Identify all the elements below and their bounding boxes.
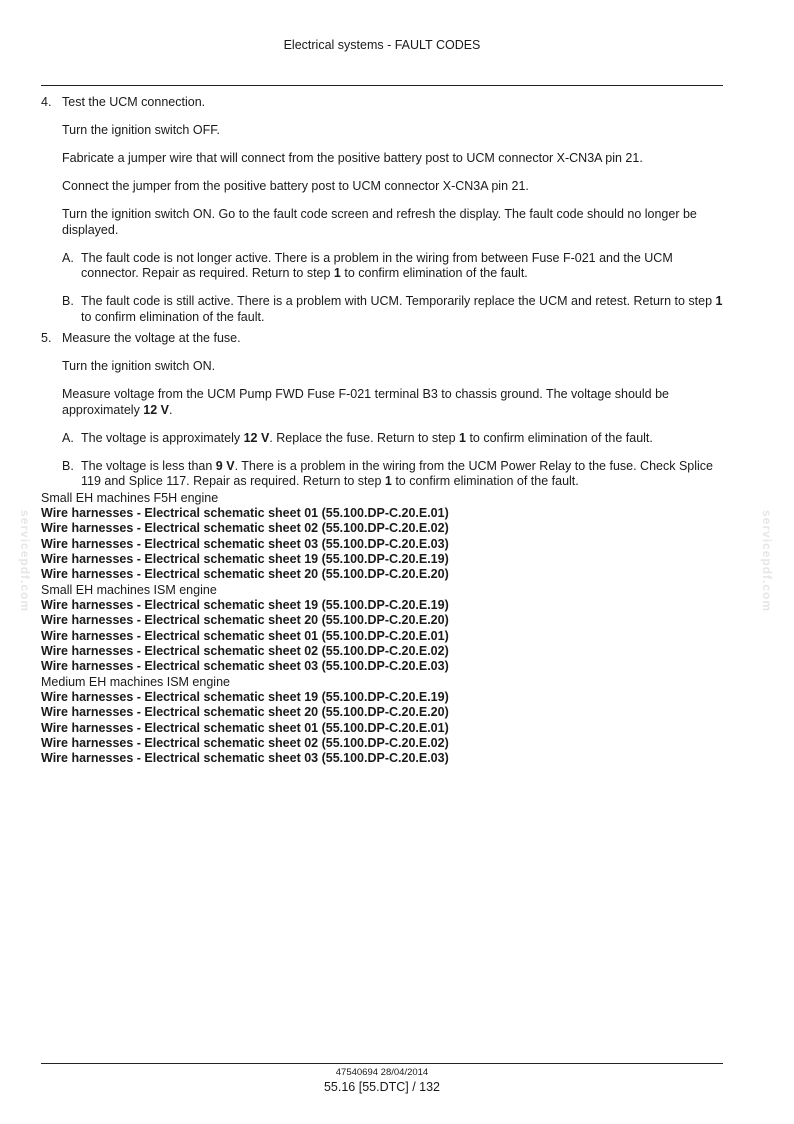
sub-step-text: The fault code is still active. There is a problem with UCM. Temporarily replace the UCM and retest. Return to step 1 to confirm elimination of the fault. xyxy=(81,294,723,324)
sub-step-b xyxy=(62,294,723,325)
reference-group-title: Small EH machines ISM engine xyxy=(41,582,217,597)
sub-step-letter: B. xyxy=(62,294,74,308)
reference-group-title: Medium EH machines ISM engine xyxy=(41,674,230,689)
sub-step-letter: A. xyxy=(62,430,74,445)
step-title: Test the UCM connection. xyxy=(62,95,206,109)
header-divider xyxy=(41,85,723,86)
instruction-paragraph: Connect the jumper from the positive battery post to UCM connector X-CN3A pin 21. xyxy=(62,179,529,193)
reference-link[interactable]: Wire harnesses - Electrical schematic sheet 02 (55.100.DP-C.20.E.02) xyxy=(41,521,449,536)
instruction-paragraph: Turn the ignition switch ON. xyxy=(62,359,216,373)
instruction-paragraph: Measure voltage from the UCM Pump FWD Fuse F-021 terminal B3 to chassis ground. The voltage should be approximately 12 V. xyxy=(62,387,669,417)
sub-step-text: The fault code is not longer active. There is a problem in the wiring from between Fuse F-021 and the UCM connector. Repair as required. Return to step 1 to confirm elimination of the fault. xyxy=(81,250,673,280)
document-body xyxy=(41,95,723,767)
sub-step-text: The voltage is approximately 12 V. Replace the fuse. Return to step 1 to confirm elimination of the fault. xyxy=(81,430,653,445)
step-number: 4. xyxy=(41,95,52,109)
watermark-left: servicepdf.com xyxy=(18,510,32,613)
reference-link[interactable]: Wire harnesses - Electrical schematic sheet 01 (55.100.DP-C.20.E.01) xyxy=(41,720,449,735)
step-number: 5. xyxy=(41,331,52,345)
reference-link[interactable]: Wire harnesses - Electrical schematic sheet 02 (55.100.DP-C.20.E.02) xyxy=(41,643,449,658)
reference-link[interactable]: Wire harnesses - Electrical schematic sheet 03 (55.100.DP-C.20.E.03) xyxy=(41,751,449,766)
watermark-right: servicepdf.com xyxy=(760,510,774,613)
instruction-paragraph: Turn the ignition switch OFF. xyxy=(62,123,220,137)
instruction-paragraph: Fabricate a jumper wire that will connect from the positive battery post to UCM connector X-CN3A pin 21. xyxy=(62,151,643,165)
reference-link[interactable]: Wire harnesses - Electrical schematic sheet 20 (55.100.DP-C.20.E.20) xyxy=(41,567,449,582)
reference-link[interactable]: Wire harnesses - Electrical schematic sheet 01 (55.100.DP-C.20.E.01) xyxy=(41,628,449,643)
step-title: Measure the voltage at the fuse. xyxy=(62,331,241,345)
reference-link[interactable]: Wire harnesses - Electrical schematic sheet 19 (55.100.DP-C.20.E.19) xyxy=(41,689,449,704)
references-section xyxy=(41,491,723,767)
reference-link[interactable]: Wire harnesses - Electrical schematic sheet 03 (55.100.DP-C.20.E.03) xyxy=(41,536,449,551)
reference-link[interactable]: Wire harnesses - Electrical schematic sheet 03 (55.100.DP-C.20.E.03) xyxy=(41,659,449,674)
reference-link[interactable]: Wire harnesses - Electrical schematic sheet 20 (55.100.DP-C.20.E.20) xyxy=(41,613,449,628)
step-4 xyxy=(41,95,723,111)
reference-link[interactable]: Wire harnesses - Electrical schematic sheet 20 (55.100.DP-C.20.E.20) xyxy=(41,705,449,720)
sub-step-a xyxy=(62,431,723,447)
reference-group-small-ism xyxy=(41,583,723,675)
step-5 xyxy=(41,331,723,347)
reference-link[interactable]: Wire harnesses - Electrical schematic sheet 19 (55.100.DP-C.20.E.19) xyxy=(41,597,449,612)
footer-page-number: 55.16 [55.DTC] / 132 xyxy=(323,1080,441,1094)
reference-link[interactable]: Wire harnesses - Electrical schematic sheet 19 (55.100.DP-C.20.E.19) xyxy=(41,551,449,566)
page-header-title: Electrical systems - FAULT CODES xyxy=(283,38,481,52)
reference-group-small-f5h xyxy=(41,491,723,583)
footer-divider xyxy=(41,1063,723,1064)
sub-step-a xyxy=(62,251,723,282)
sub-step-letter: B. xyxy=(62,458,74,473)
reference-link[interactable]: Wire harnesses - Electrical schematic sheet 02 (55.100.DP-C.20.E.02) xyxy=(41,736,449,750)
reference-link[interactable]: Wire harnesses - Electrical schematic sheet 01 (55.100.DP-C.20.E.01) xyxy=(41,505,449,520)
footer-document-id: 47540694 28/04/2014 xyxy=(335,1067,429,1078)
sub-step-text: The voltage is less than 9 V. There is a problem in the wiring from the UCM Power Relay to the fuse. Check Splice 119 and Splice 117. Repair as required. Return to step 1 to confirm elimination of the fault. xyxy=(81,458,714,488)
sub-step-b xyxy=(62,459,723,490)
sub-step-letter: A. xyxy=(62,250,74,265)
reference-group-medium-ism xyxy=(41,675,723,767)
reference-group-title: Small EH machines F5H engine xyxy=(41,490,219,505)
instruction-paragraph: Turn the ignition switch ON. Go to the fault code screen and refresh the display. The fault code should no longer be displayed. xyxy=(62,207,697,237)
